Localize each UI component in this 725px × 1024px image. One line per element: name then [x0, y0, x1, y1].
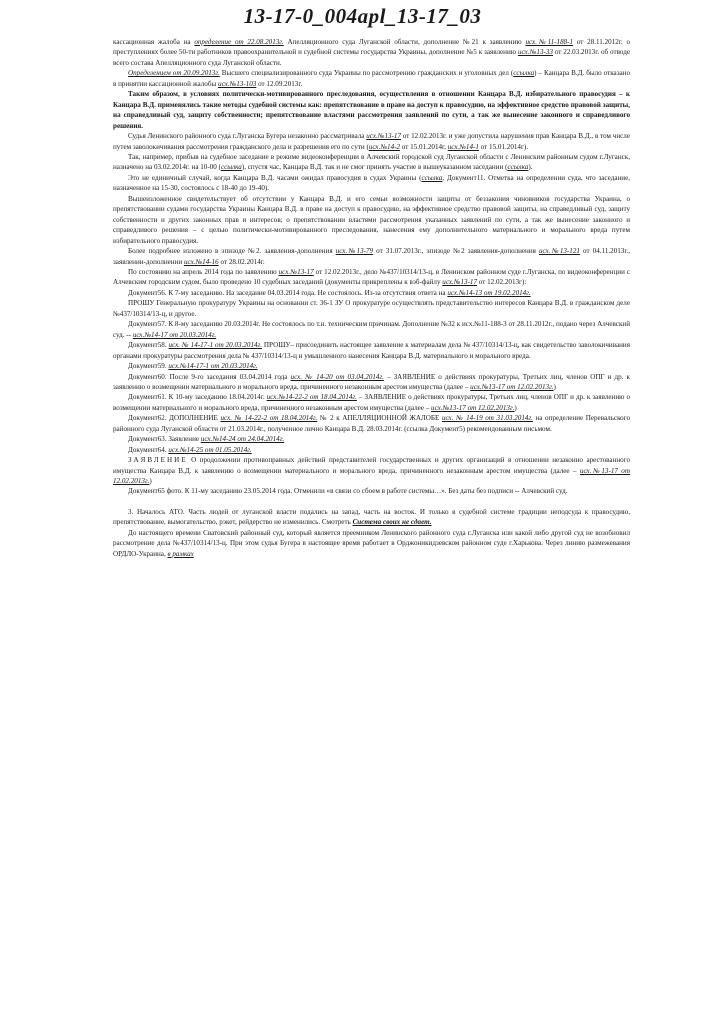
document-paragraph [113, 361, 630, 371]
paragraph-text: Документ60. После 9-го заседания 03.04.2014 года [128, 372, 291, 381]
document-reference-link[interactable]: ссылка [513, 69, 535, 78]
paragraph-text: ПРОШУ Генеральную прокуратуру Украины на основании ст. 36-1 ЗУ О прокуратуре осуществлять представительство интересов Канцара В.Д. в гражданском деле №437/10314/13-ц, и другое. [113, 299, 630, 318]
paragraph-text: от 28.11.2012г. о преступлениях более 50-ти работников правоохранительной и судебной системы государства Украины, дополнение №5 к заявлению [113, 38, 630, 57]
paragraph-text: ЗАЯВЛЕНИЕ [128, 456, 188, 465]
document-paragraph [113, 298, 630, 319]
document-reference-link[interactable]: исх.№11-188-1 [525, 38, 574, 46]
document-reference-link[interactable]: исх.№13-17 от 12.02.2013г. [470, 382, 554, 391]
document-reference-link[interactable]: исх.№14-16 [183, 257, 219, 266]
paragraph-text: от 15.01.2014г). [478, 142, 529, 151]
document-paragraph [113, 288, 630, 298]
paragraph-text: 3. Началось АТО. Часть людей от луганской власти подались на запад, часть на восток. И только в судебной системе традиции неподсуда к правосудию, препятствование, вымогательство, рэкет, рейдерство не изменились. Смотреть [113, 507, 630, 527]
paragraph-text: Таким образом, в условиях политически-мотивированного преследования, осуществления в отношении Канцара В.Д. избирательного правосудия – к Канцара В.Д. применялись такие методы судебной системы как: препятствование в праве на доступ к правосудию, на эффективное средство правовой защиты, на справедливый суд, защиту собственности; препятствование властями рассмотрения заявлений по сути, а так же вынесение законного и справедливого решения. [113, 90, 630, 130]
document-reference-link[interactable]: исх.№13-17 [278, 267, 314, 276]
document-paragraph [113, 434, 630, 444]
document-reference-link[interactable]: ссылка [421, 173, 443, 182]
document-reference-link[interactable]: исх.№14-22-2 от 18.04.2014г. [266, 393, 357, 402]
paragraph-text: Документ64. [128, 445, 169, 454]
document-paragraph [113, 392, 630, 413]
paragraph-text: от 31.07.2013г., эпизоде №2 заявления-дополнения [373, 247, 539, 256]
paragraph-text: , Документ11. Отметка на определении суда, что заседание, назначенное на 15-30, состоялось с 18-40 до 19-40). [113, 173, 630, 193]
paragraph-text: Судья Ленинского районного суда г.Луганска Бугера незаконно рассматривала [128, 132, 367, 141]
paragraph-text: ). [528, 163, 533, 172]
document-paragraph [113, 68, 630, 89]
document-paragraph [113, 37, 630, 68]
document-paragraph [113, 152, 630, 173]
paragraph-text: Вышеизложенное свидетельствует об отсутствии у Канцара В.Д. и его семьи возможности защиты от беззакония чиновников государства Украина, о препятствовании судами государства Украины Канцара В.Д. в праве на доступ к правосудию, на эффективное средство правовой защиты, на справедливый суд, защиту собственности и других законных прав и интересов; о препятствовании властями рассмотрения указанных заявлений по сути, а так же вынесение законного и справедливого решения – с целью политически-мотивированного преследования, нанесения ему дополнительного материального и морального вреда путем избирательного правосудия. [113, 194, 630, 245]
paragraph-text: Апелляционного суда Луганской области, дополнение №21 к заявлению [283, 38, 526, 46]
document-reference-link[interactable]: ссылка [220, 163, 242, 172]
document-reference-link[interactable]: исх.№14-1 [447, 142, 479, 151]
document-paragraph [113, 246, 630, 267]
document-reference-link[interactable]: ссылка [507, 163, 529, 172]
document-reference-link[interactable]: исх.№13-79 [335, 247, 374, 256]
document-reference-link[interactable]: Система своих не сдает. [352, 518, 432, 527]
document-reference-link[interactable]: исх. № 14-22-2 от 18.04.2014г. [220, 414, 318, 423]
document-reference-link[interactable]: исх.№13-17 от 12.02.2013г. [113, 466, 630, 486]
paragraph-text: – ЗАЯВЛЕНИЕ о действиях прокуратуры, Третьих лиц, членов ОПГ и др. к заявлению о возмещении материального и морального вреда, причиненного незаконным арестом имущества (далее – [113, 393, 630, 412]
paragraph-text: Документ59. [128, 362, 169, 371]
paragraph-text: Документ57. К 8-му заседанию 20.03.2014г. Не состоялось по т.н. техническим причинам. Дополнение №32 к исх.№11-188-3 от 28.11.2012г., подано через Алчевский суд. -- [113, 320, 630, 339]
paragraph-text: от 12.02.2013г. и уже допустила нарушения прав Канцара В.Д., в том числе путем заволокичивания рассмотрения гражданского дела и разрешения его по сути ( [113, 132, 630, 151]
paragraph-text: от 12.02.2013г): [477, 278, 527, 287]
paragraph-text: № 2 к АПЕЛЛЯЦИОННОЙ ЖАЛОБЕ [317, 414, 442, 423]
paragraph-text: от 15.01.2014г, [400, 142, 448, 151]
document-body [113, 37, 630, 559]
paragraph-text: По состоянию на апрель 2014 года по заявлению [128, 267, 279, 276]
paragraph-text: ) [149, 477, 152, 486]
document-reference-link[interactable]: исх.№13-17 от 12.02.2013г. [431, 403, 515, 412]
paragraph-text: Документ63. Заявление [128, 435, 201, 444]
document-paragraph [113, 194, 630, 246]
document-paragraph [113, 372, 630, 393]
paragraph-text: Это не единичный случай, когда Канцара В.Д. часами ожидал правосудия в судах Украины ( [128, 173, 422, 182]
document-reference-link[interactable]: Определением от 20.09.2013г. [128, 69, 220, 78]
paragraph-text: До настоящего времени Сватовский районный суд, который является преемником Ленинского районного суда г.Луганска или какой либо другой суд не возобновил рассмотрение дела №437/10314/13-ц. При этом судья Бугера в настоящее время работает в Орджоникидзевском районном суде г.Харькова. Через линию размежевания ОРДЛО-Украина, [113, 528, 630, 558]
document-reference-link[interactable]: исх.№14-25 от 01.05.2014г. [168, 445, 252, 454]
document-paragraph [113, 528, 630, 559]
document-reference-link[interactable]: исх.№14-13 от 19.02.2014г. [447, 288, 531, 297]
document-reference-link[interactable]: исх.№13-17 [366, 132, 402, 141]
document-reference-link[interactable]: определение от 22.08.2013г. [194, 38, 284, 46]
document-paragraph [113, 267, 630, 288]
paragraph-text: ПРОШУ– присоединить настоящее заявление к материалам дела № 437/10314/13-ц, как свидетельство заволокичивания органами прокуратуры рассмотрения дела № 437/10314/13-ц и умышленного нанесения Канцара В.Д. материального и морального вреда. [113, 341, 630, 360]
document-paragraph [113, 89, 630, 131]
paragraph-text: – ЗАЯВЛЕНИЕ о действиях прокуратуры, Третьих лиц, членов ОПГ и др. к заявлению о возмещении материального и морального вреда, причиненного незаконным арестом имущества (далее – [113, 372, 630, 391]
document-paragraph [113, 131, 630, 152]
document-paragraph [113, 455, 630, 486]
paragraph-text: ), спустя час, Канцара В.Д. так и не смог принять участие в вышеуказанном заседании ( [241, 163, 508, 172]
paragraph-text: от 12.09.2013г. [256, 79, 303, 88]
document-paragraph [113, 319, 630, 340]
document-reference-link[interactable]: исх.№13-17 [442, 278, 478, 287]
paragraph-text: кассационная жалоба на [113, 38, 195, 46]
document-paragraph [113, 507, 630, 528]
document-paragraph [113, 340, 630, 361]
document-reference-link[interactable]: исх.№14-24 от 24.04.2014г. [200, 435, 285, 444]
paragraph-text: ) [553, 382, 556, 391]
paragraph-text: от 22.03.2013г. об отводе всего состава Апелляционного суда Луганской области. [113, 48, 630, 67]
document-header-title: 13-17-0_004apl_13-17_03 [243, 4, 482, 28]
paragraph-text: Так, например, прибыв на судебное заседание в режиме видеоконференции в Алчевский городской суд Луганской области с Ленинским районным судом г.Луганск, назначено на 03.02.2014г. на 10-00 ( [113, 152, 630, 172]
document-paragraph [113, 486, 630, 496]
paragraph-text: от 04.11.2013г., заявлении-дополнении [113, 247, 630, 266]
document-paragraph [113, 173, 630, 194]
paragraph-text: ) – Канцара В.Д. было отказано в принятии кассационной жалобы [113, 69, 630, 88]
paragraph-text: от 12.02.2013г., дело №437/10314/13-ц, в Ленинском районном суде г.Луганска, по видеоконференции с Алчевским городским судом, было проведено 10 судебных заседаний (документы прикреплены к вэб-файлу [113, 267, 630, 287]
paragraph-text: на определение Перевальского районного суда Луганской области от 21.03.2014г., полученное лично Канцара В.Д. 28.03.2014г. (ссылка Документ5) рекомендованным письмом. [113, 414, 630, 433]
document-reference-link[interactable]: исх.№14-17 от 20.03.2014г. [132, 330, 217, 339]
paragraph-text: ) [514, 403, 517, 412]
paragraph-text: Документ65 фото. К 11-му заседанию 23.05.2014 года. Отменили «в связи со сбоем в работе системы…». Без даты без подписи -- Алчевский суд. [128, 487, 568, 496]
paragraph-text: Документ62. ДОПОЛНЕНИЕ [128, 414, 221, 423]
paragraph-text: О продолжении противоправных действий представителей государственных и других организаций в отношении незаконно арестованного имущества Канцара В.Д. к заявлению о возмещении материального и морального вреда, причиненного незаконным арестом имущества (далее – [113, 456, 630, 475]
document-reference-link[interactable]: исх.№13-33 [517, 48, 553, 57]
paragraph-text: Документ58. [128, 341, 169, 350]
paragraph-text: Документ61. К 10-му заседанию 18.04.2014г. [128, 393, 267, 402]
document-reference-link[interactable]: исх.№14-2 [368, 142, 401, 151]
paragraph-text: Более подробнее изложено в эпизоде №2. заявления-дополнения [128, 247, 336, 256]
document-reference-link[interactable]: исх.№13-103 [218, 79, 257, 88]
document-paragraph [113, 445, 630, 455]
paragraph-text: Высшего специализированного суда Украины по рассмотрению гражданских и уголовных дел ( [219, 69, 514, 78]
document-reference-link[interactable]: исх. № 14-17-1 от 20.03.2014г. [168, 341, 262, 350]
paragraph-text: Документ56. К 7-му заседанию. На заседание 04.03.2014 года. Не состоялось. Из-за отсутствия ответа на [128, 288, 448, 297]
document-reference-link[interactable]: исх. № 14-20 от 03.04.2014г. [290, 372, 384, 381]
paragraph-text: от 28.02.2014г. [218, 257, 265, 266]
document-reference-link[interactable]: в рамках [167, 549, 194, 558]
document-reference-link[interactable]: исх.№14-17-1 от 20.03.2014г. [168, 362, 258, 371]
document-reference-link[interactable]: исх.№13-121 [539, 247, 580, 256]
document-paragraph [113, 413, 630, 434]
document-reference-link[interactable]: исх. № 14-19 от 31.03.2014г. [441, 414, 533, 423]
